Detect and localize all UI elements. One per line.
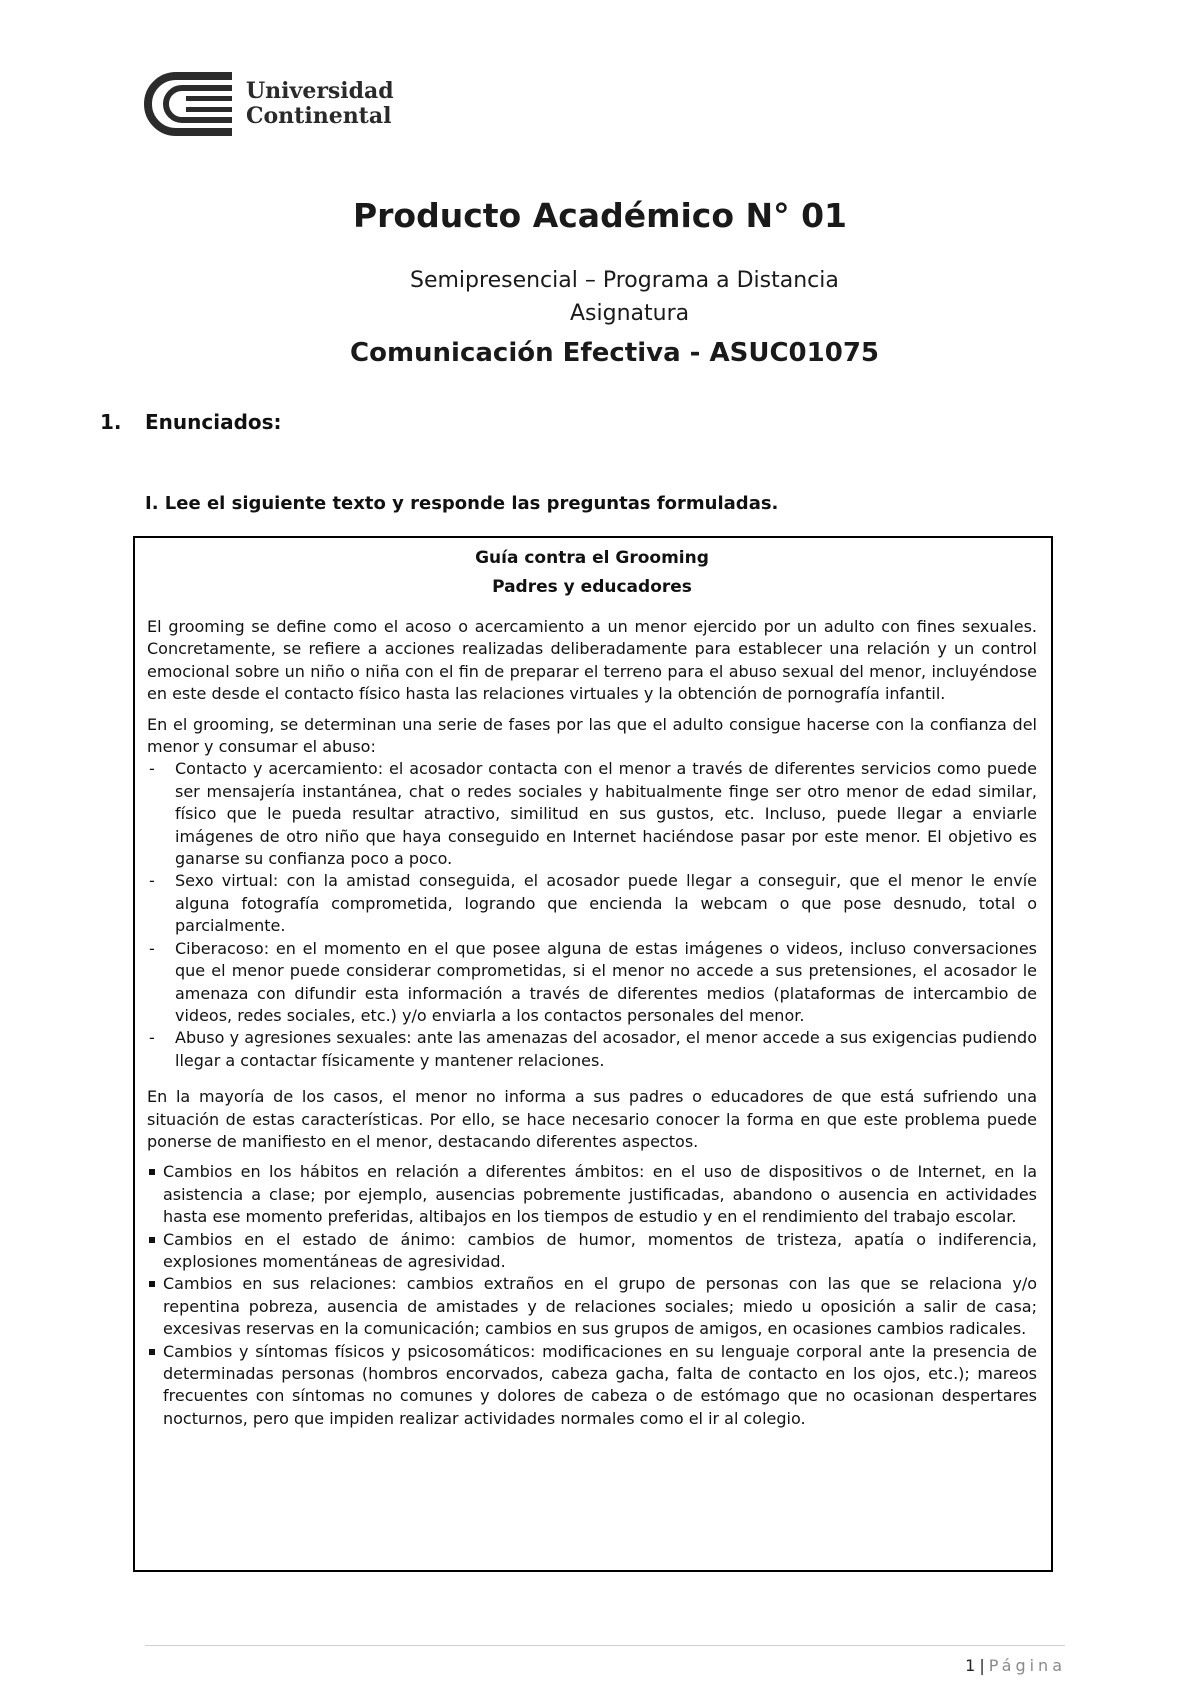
paragraph-3: En la mayoría de los casos, el menor no informa a sus padres o educadores de que está sufriendo una situación de estas características. Por ello, se hace necesario conocer la forma en que este problema puede ponerse de manifiesto en el menor, destacando diferentes aspectos.	[147, 1087, 1037, 1151]
list-item	[147, 1341, 1037, 1431]
list-item	[147, 1229, 1037, 1274]
course-name: Comunicación Efectiva - ASUC01075	[350, 338, 880, 368]
square-bullet-icon	[149, 1237, 155, 1243]
logo-line-1: Universidad	[246, 78, 394, 104]
phase-text: Ciberacoso: en el momento en el que posee alguna de estas imágenes o videos, incluso conversaciones que el menor puede considerar comprometidas, si el menor no accede a sus pretensiones, el acosador le amenaza con difundir esta información a través de diferentes medios (plataformas de intercambio de videos, redes sociales, etc.) y/o enviarla a los contactos personales del menor.	[175, 938, 1037, 1025]
phase-text: Abuso y agresiones sexuales: ante las amenazas del acosador, el menor accede a sus exigencias pudiendo llegar a contactar físicamente y mantener relaciones.	[175, 1028, 1037, 1070]
phase-text: Contacto y acercamiento: el acosador contacta con el menor a través de diferentes servicios como puede ser mensajería instantánea, chat o redes sociales y habitualmente finge ser otro menor de edad similar, físico que le pueda resultar atractivo, similitud en sus gustos, etc. Incluso, puede llegar a enviarle imágenes de otro niño que haya conseguido en Internet haciéndose pasar por este menor. El objetivo es ganarse su confianza poco a poco.	[175, 759, 1037, 869]
page-label: Página	[988, 1656, 1066, 1675]
footer-separator: |	[979, 1656, 985, 1675]
sign-text: Cambios en sus relaciones: cambios extraños en el grupo de personas con las que se relaciona y/o repentina pobreza, ausencia de amistades y de relaciones sociales; miedo u oposición a salir de casa; excesivas reservas en la comunicación; cambios en sus grupos de amigos, en ocasiones cambios radicales.	[163, 1274, 1037, 1339]
logo-mark-icon	[142, 70, 232, 138]
sign-text: Cambios en los hábitos en relación a diferentes ámbitos: en el uso de dispositivos o de Internet, en la asistencia a clase; por ejemplo, ausencias pobremente justificadas, abandono o ausencia en actividades hasta ese momento preferidas, altibajos en los tiempos de estudio y en el rendimiento del trabajo escolar.	[163, 1162, 1037, 1227]
footer-divider	[145, 1645, 1065, 1646]
signs-list	[147, 1161, 1037, 1430]
list-item: - Sexo virtual: con la amistad conseguida, el acosador puede llegar a conseguir, que el menor le envíe alguna fotografía comprometida, logrando que encienda la webcam o que pose desnudo, total o parcialmente.	[149, 871, 1037, 936]
page-title: Producto Académico N° 01	[352, 196, 848, 235]
section-number: 1.	[100, 410, 122, 434]
square-bullet-icon	[149, 1349, 155, 1355]
page-number: 1	[965, 1656, 976, 1675]
paragraph-1: El grooming se define como el acoso o acercamiento a un menor ejercido por un adulto con fines sexuales. Concretamente, se refiere a acciones realizadas deliberadamente para establecer una relación y un control emocional sobre un niño o niña con el fin de preparar el terreno para el abuso sexual del menor, incluyéndose en este desde el contacto físico hasta las relaciones virtuales y la obtención de pornografía infantil.	[147, 617, 1037, 704]
paragraph-2: En el grooming, se determinan una serie de fases por las que el adulto consigue hacerse con la confianza del menor y consumar el abuso:	[147, 714, 1037, 757]
subtitle: Semipresencial – Programa a Distancia	[410, 268, 839, 293]
instruction: I. Lee el siguiente texto y responde las preguntas formuladas.	[145, 493, 779, 514]
page-footer	[965, 1656, 1066, 1675]
list-item: - Contacto y acercamiento: el acosador contacta con el menor a través de diferentes servicios como puede ser mensajería instantánea, chat o redes sociales y habitualmente finge ser otro menor de edad similar, físico que le pueda resultar atractivo, similitud en sus gustos, etc. Incluso, puede llegar a enviarle imágenes de otro niño que haya conseguido en Internet haciéndose pasar por este menor. El objetivo es ganarse su confianza poco a poco.	[149, 759, 1037, 869]
university-logo	[142, 70, 394, 138]
list-item	[147, 1161, 1037, 1228]
square-bullet-icon	[149, 1169, 155, 1175]
logo-line-2: Continental	[246, 103, 392, 129]
reading-box	[133, 536, 1053, 1572]
asignatura-label: Asignatura	[570, 301, 690, 326]
list-item: - Abuso y agresiones sexuales: ante las amenazas del acosador, el menor accede a sus exigencias pudiendo llegar a contactar físicamente y mantener relaciones.	[149, 1028, 1037, 1070]
list-item	[147, 1273, 1037, 1340]
sign-text: Cambios y síntomas físicos y psicosomáticos: modificaciones en su lenguaje corporal ante la presencia de determinadas personas (hombros encorvados, cabeza gacha, falta de contacto en los ojos, etc.); mareos frecuentes con síntomas no comunes y dolores de cabeza o de estómago que no ocasionan despertares nocturnos, pero que impiden realizar actividades normales como el ir al colegio.	[163, 1341, 1037, 1428]
phase-text: Sexo virtual: con la amistad conseguida, el acosador puede llegar a conseguir, que el menor le envíe alguna fotografía comprometida, logrando que encienda la webcam o que pose desnudo, total o parcialmente.	[175, 871, 1037, 936]
list-item: - Ciberacoso: en el momento en el que posee alguna de estas imágenes o videos, incluso conversaciones que el menor puede considerar comprometidas, si el menor no accede a sus pretensiones, el acosador le amenaza con difundir esta información a través de diferentes medios (plataformas de intercambio de videos, redes sociales, etc.) y/o enviarla a los contactos personales del menor.	[149, 938, 1037, 1025]
section-title: Enunciados:	[145, 410, 282, 434]
sign-text: Cambios en el estado de ánimo: cambios de humor, momentos de tristeza, apatía o indiferencia, explosiones momentáneas de agresividad.	[163, 1229, 1037, 1271]
phases-list	[147, 758, 1037, 1072]
box-subtitle: Padres y educadores	[492, 577, 692, 597]
square-bullet-icon	[149, 1281, 155, 1287]
box-title: Guía contra el Grooming	[475, 548, 709, 568]
